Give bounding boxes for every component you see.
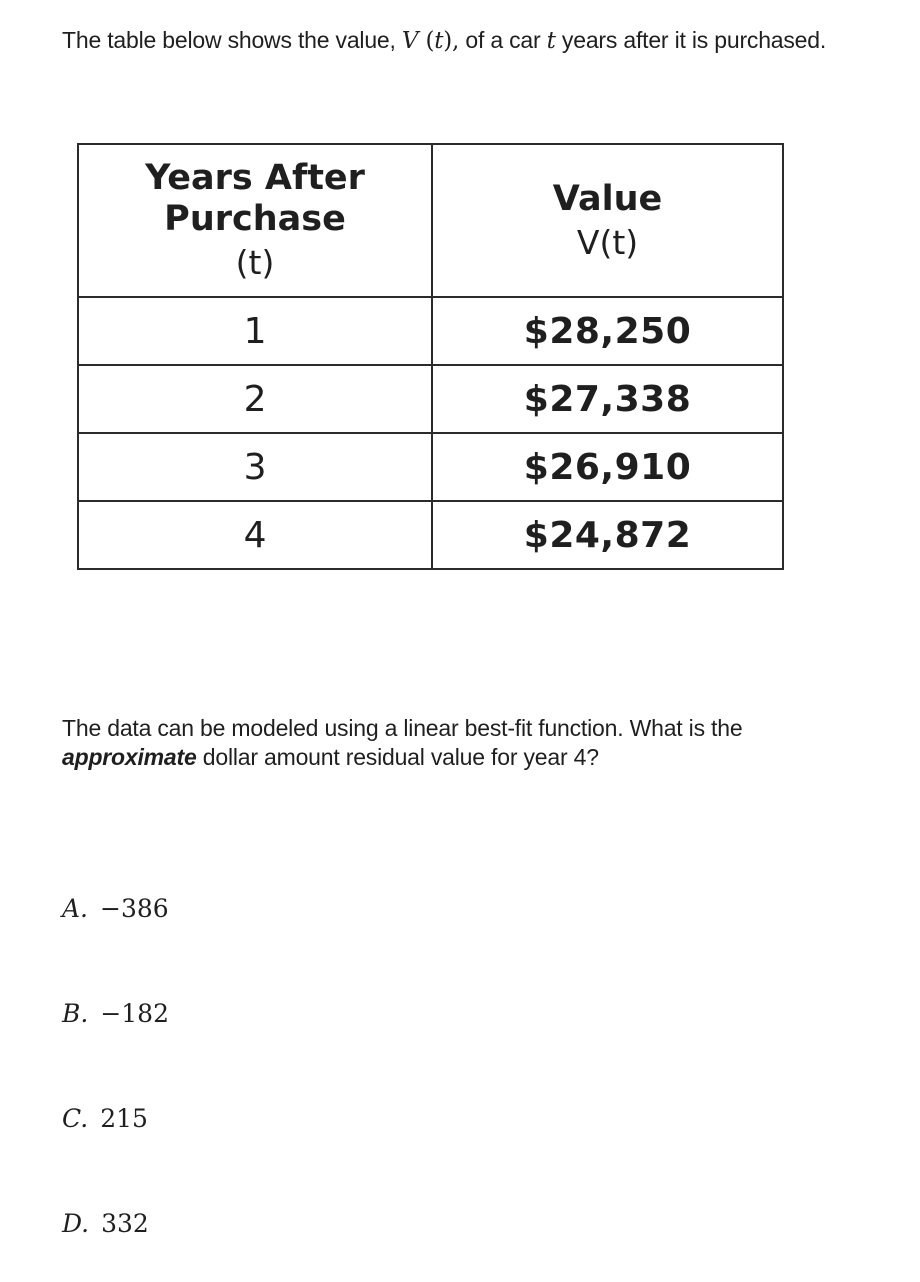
table-row [78,501,783,569]
cell-years: 3 [78,433,432,501]
choice-value: −386 [100,894,169,923]
question-part2: dollar amount residual value for year 4? [202,744,599,770]
choice-letter: C. [62,1104,89,1133]
choice-value: −182 [100,999,169,1028]
header-years-after-purchase: Years After Purchase (t) [78,144,432,297]
choice-value: 215 [100,1104,148,1133]
answer-choice-a[interactable] [62,894,169,923]
answer-choice-d[interactable] [62,1209,149,1238]
intro-after: years after it is purchased. [561,27,827,53]
table-header-row [78,144,783,297]
cell-value: $26,910 [432,433,783,501]
intro-var-close: ), [443,28,460,54]
answer-choice-b[interactable] [62,999,169,1028]
answer-choice-c[interactable] [62,1104,148,1133]
intro-middle: of a car [465,27,541,53]
choice-letter: A. [62,894,89,923]
choice-value: 332 [101,1209,149,1238]
intro-var-open: ( [418,28,435,54]
cell-years: 2 [78,365,432,433]
cell-years: 1 [78,297,432,365]
question-emphasis: approximate [62,744,197,770]
cell-value: $24,872 [432,501,783,569]
cell-value: $28,250 [432,297,783,365]
header-vt-symbol: V(t) [576,222,639,262]
intro-text [62,24,826,57]
car-value-table [77,143,784,570]
intro-var-arg: t [434,28,444,54]
intro-var-name: V [401,28,419,54]
cell-value: $27,338 [432,365,783,433]
header-value: Value V(t) [432,144,783,297]
question-text [62,714,862,772]
table-row [78,433,783,501]
cell-years: 4 [78,501,432,569]
intro-t-symbol: t [546,28,556,54]
table-row [78,297,783,365]
choice-letter: B. [62,999,89,1028]
question-part1: The data can be modeled using a linear best-fit function. What is the [62,715,743,741]
table-row [78,365,783,433]
intro-before: The table below shows the value, [62,27,396,53]
choice-letter: D. [62,1209,90,1238]
header-t-symbol: (t) [235,243,275,282]
